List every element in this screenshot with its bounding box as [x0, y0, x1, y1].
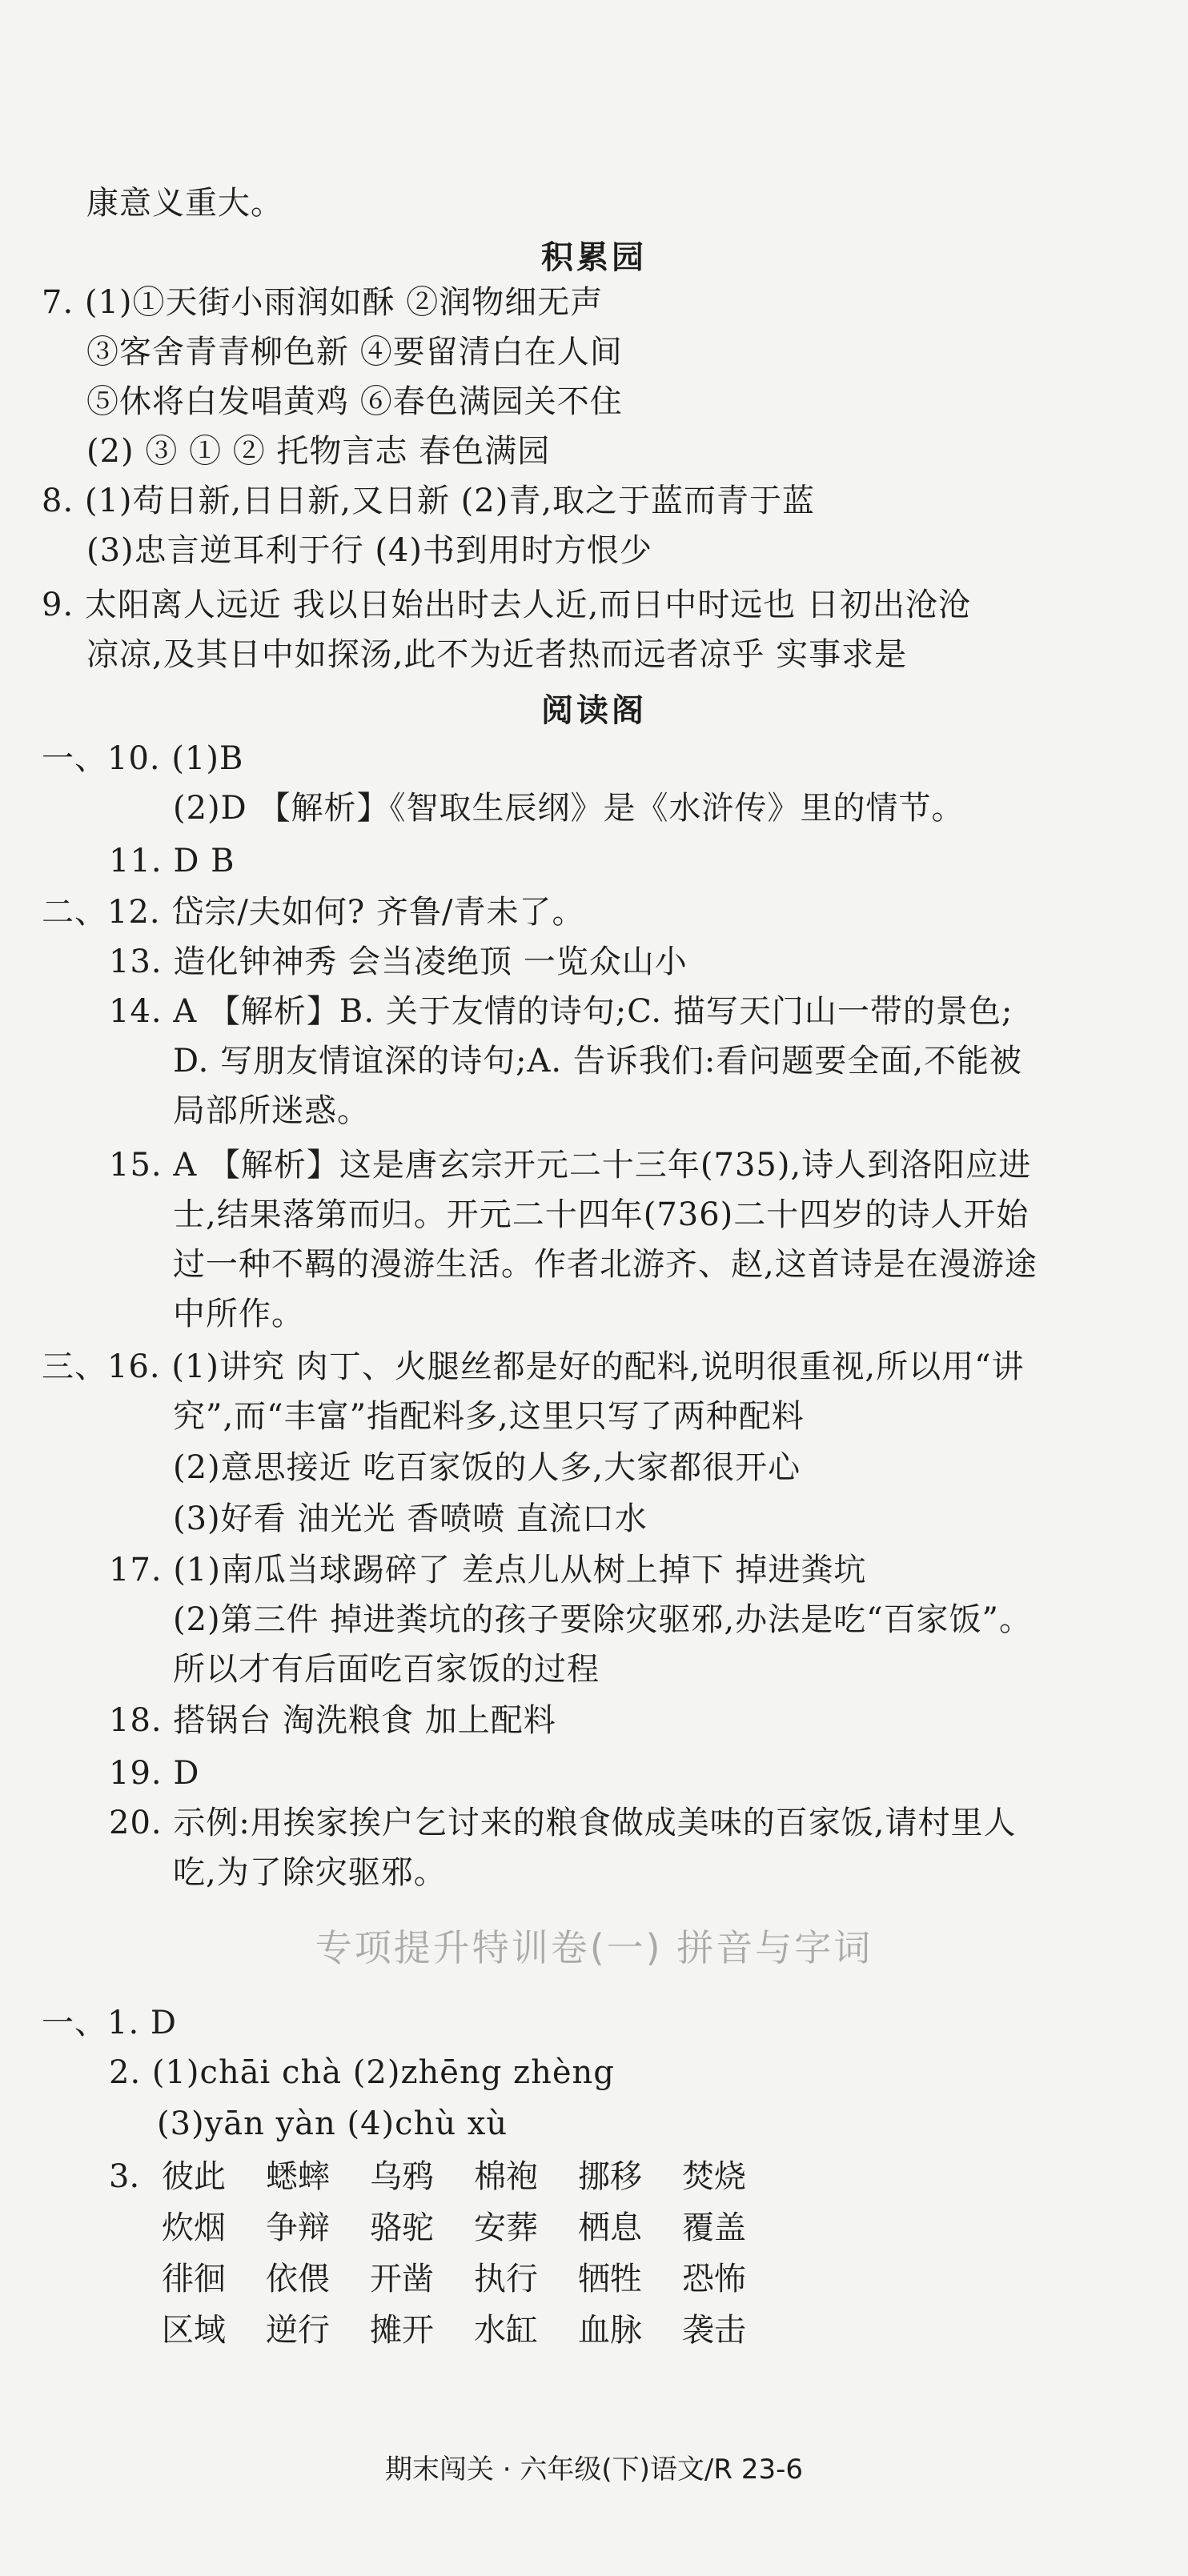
word-cell: 开凿: [370, 2261, 434, 2298]
word-cell: 恐怖: [682, 2261, 746, 2298]
word-cell: 骆驼: [370, 2209, 434, 2246]
text-line: 二、12. 岱宗/夫如何? 齐鲁/青未了。: [42, 894, 585, 931]
text-line: 18. 搭锅台 淘洗粮食 加上配料: [109, 1702, 556, 1739]
word-cell: 依偎: [266, 2261, 330, 2298]
word-row: [109, 2207, 786, 2249]
text-line: 15. A 【解析】这是唐玄宗开元二十三年(735),诗人到洛阳应进: [109, 1147, 1032, 1184]
section-title: 专项提升特训卷(一) 拼音与字词: [315, 1926, 873, 1969]
text-line: 康意义重大。: [86, 185, 283, 222]
text-line: 9. 太阳离人远近 我以日始出时去人近,而日中时远也 日初出沧沧: [42, 587, 972, 623]
word-cell: 焚烧: [682, 2158, 746, 2195]
text-line: 凉凉,及其日中如探汤,此不为近者热而远者凉乎 实事求是: [86, 636, 908, 673]
word-cell: 安葬: [474, 2209, 538, 2246]
text-line: 2. (1)chāi chà (2)zhēng zhèng: [109, 2054, 615, 2091]
page-footer: 期末闯关 · 六年级(下)语文/R 23-6: [384, 2454, 803, 2486]
text-line: 13. 造化钟神秀 会当凌绝顶 一览众山小: [109, 943, 688, 980]
text-line: (2)意思接近 吃百家饭的人多,大家都很开心: [173, 1449, 801, 1486]
word-cell: 乌鸦: [370, 2158, 434, 2195]
word-cell: 覆盖: [682, 2209, 746, 2246]
word-cell: 争辩: [266, 2209, 330, 2246]
word-row: [109, 2156, 786, 2197]
text-line: 19. D: [109, 1755, 200, 1792]
heading-jileiyuan: 积累园: [541, 239, 647, 276]
text-line: (3)yān yàn (4)chù xù: [157, 2105, 508, 2142]
text-line: 20. 示例:用挨家挨户乞讨来的粮食做成美味的百家饭,请村里人: [109, 1805, 1017, 1841]
word-row: [109, 2258, 786, 2300]
word-cell: 逆行: [266, 2312, 330, 2349]
text-line: ⑤休将白发唱黄鸡 ⑥春色满园关不住: [86, 383, 623, 420]
text-line: 三、16. (1)讲究 肉丁、火腿丝都是好的配料,说明很重视,所以用“讲: [42, 1348, 1025, 1385]
word-cell: 挪移: [578, 2158, 642, 2195]
word-cell: 执行: [474, 2261, 538, 2298]
word-cell: 3.: [109, 2158, 140, 2195]
text-line: D. 写朋友情谊深的诗句;A. 告诉我们:看问题要全面,不能被: [173, 1043, 1023, 1080]
text-line: 过一种不羁的漫游生活。作者北游齐、赵,这首诗是在漫游途: [173, 1246, 1037, 1283]
word-cell: 牺牲: [578, 2261, 642, 2298]
word-row: [109, 2310, 786, 2351]
word-cell: 摊开: [370, 2312, 434, 2349]
text-line: 8. (1)苟日新,日日新,又日新 (2)青,取之于蓝而青于蓝: [42, 483, 816, 519]
text-line: ③客舍青青柳色新 ④要留清白在人间: [86, 334, 623, 371]
text-line: 所以才有后面吃百家饭的过程: [173, 1651, 600, 1688]
text-line: (2)第三件 掉进粪坑的孩子要除灾驱邪,办法是吃“百家饭”。: [173, 1601, 1032, 1638]
word-cell: 血脉: [578, 2312, 642, 2349]
text-line: 一、10. (1)B: [42, 740, 244, 777]
word-cell: 棉袍: [474, 2158, 538, 2195]
text-line: 吃,为了除灾驱邪。: [173, 1854, 447, 1891]
word-cell: 栖息: [578, 2209, 642, 2246]
text-line: (3)忠言逆耳利于行 (4)书到用时方恨少: [86, 532, 653, 569]
word-cell: 区域: [162, 2312, 226, 2349]
word-cell: 水缸: [474, 2312, 538, 2349]
text-line: 士,结果落第而归。开元二十四年(736)二十四岁的诗人开始: [173, 1196, 1029, 1233]
text-line: 局部所迷惑。: [173, 1092, 370, 1129]
text-line: 一、1. D: [42, 2005, 177, 2041]
text-line: 11. D B: [109, 843, 235, 879]
word-cell: 徘徊: [162, 2261, 226, 2298]
heading-yuedu: 阅读阁: [541, 692, 647, 729]
word-cell: 炊烟: [162, 2209, 226, 2246]
word-cell: 蟋蟀: [266, 2158, 330, 2195]
text-line: (2)D 【解析】《智取生辰纲》是《水浒传》里的情节。: [173, 790, 965, 827]
text-line: 究”,而“丰富”指配料多,这里只写了两种配料: [173, 1398, 805, 1435]
text-line: 17. (1)南瓜当球踢碎了 差点儿从树上掉下 掉进粪坑: [109, 1552, 867, 1588]
text-line: (3)好看 油光光 香喷喷 直流口水: [173, 1500, 648, 1537]
text-line: 7. (1)①天街小雨润如酥 ②润物细无声: [42, 284, 604, 321]
word-cell: 彼此: [162, 2158, 226, 2195]
text-line: 中所作。: [173, 1296, 304, 1332]
text-line: (2) ③ ① ② 托物言志 春色满园: [86, 433, 551, 470]
text-line: 14. A 【解析】B. 关于友情的诗句;C. 描写天门山一带的景色;: [109, 993, 1013, 1030]
word-cell: 袭击: [682, 2312, 746, 2349]
